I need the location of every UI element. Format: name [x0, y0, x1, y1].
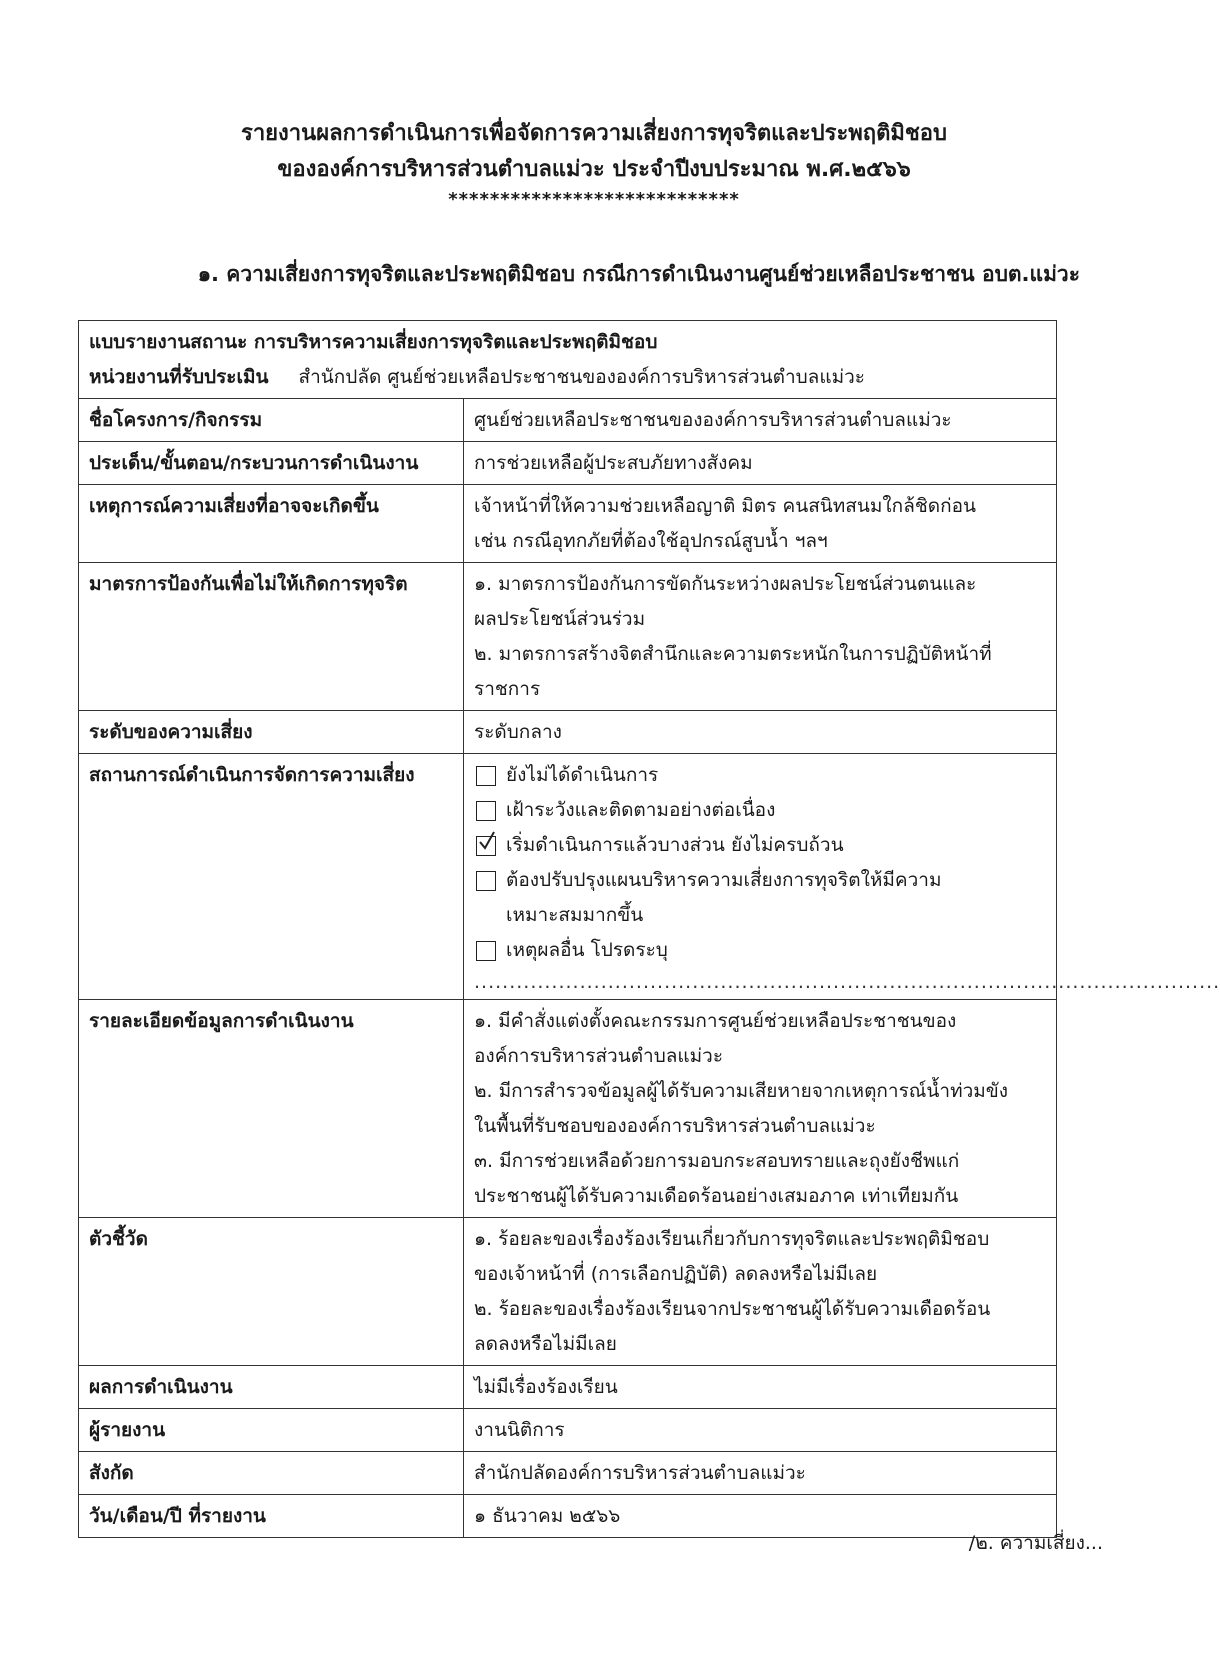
section-heading: ๑. ความเสี่ยงการทุจริตและประพฤติมิชอบ กรณีการดำเนินงานศูนย์ช่วยเหลือประชาชน อบต.แม่วะ — [197, 262, 1080, 286]
level-value: ระดับกลาง — [464, 711, 1057, 754]
table-row — [79, 1000, 1057, 1218]
checkbox-unchecked-icon — [476, 766, 496, 786]
status-option: ยังไม่ได้ดำเนินการ — [474, 758, 1046, 793]
indicator-value: ๑. ร้อยละของเรื่องร้องเรียนเกี่ยวกับการทุจริตและประพฤติมิชอบ ของเจ้าหน้าที่ (การเลือกปฏิบัติ) ลดลงหรือไม่มีเลย ๒. ร้อยละของเรื่องร้องเรียนจากประชาชนผู้ได้รับความเดือดร้อน ลดลงหรือไม่มีเลย — [464, 1218, 1057, 1366]
measures-label: มาตรการป้องกันเพื่อไม่ให้เกิดการทุจริต — [79, 563, 464, 711]
date-value: ๑ ธันวาคม ๒๕๖๖ — [464, 1495, 1057, 1538]
checkbox-checked-icon — [476, 836, 496, 856]
continuation-note: /๒. ความเสี่ยง... — [968, 1532, 1103, 1554]
table-row — [79, 442, 1057, 485]
details-label: รายละเอียดข้อมูลการดำเนินงาน — [79, 1000, 464, 1218]
measures-value: ๑. มาตรการป้องกันการขัดกันระหว่างผลประโยชน์ส่วนตนและ ผลประโยชน์ส่วนร่วม ๒. มาตรการสร้างจิตสำนึกและความตระหนักในการปฏิบัติหน้าที่ ราชการ — [464, 563, 1057, 711]
project-label: ชื่อโครงการ/กิจกรรม — [79, 399, 464, 442]
risk-event-label: เหตุการณ์ความเสี่ยงที่อาจจะเกิดขึ้น — [79, 485, 464, 563]
table-row — [79, 711, 1057, 754]
unit-label: หน่วยงานที่รับประเมิน — [89, 366, 269, 388]
table-header-row — [79, 321, 1057, 399]
affiliation-label: สังกัด — [79, 1452, 464, 1495]
form-title: แบบรายงานสถานะ การบริหารความเสี่ยงการทุจริตและประพฤติมิชอบ — [89, 331, 658, 353]
checkbox-unchecked-icon — [476, 941, 496, 961]
status-label: สถานการณ์ดำเนินการจัดการความเสี่ยง — [79, 754, 464, 1000]
title-line-2: ขององค์การบริหารส่วนตำบลแม่วะ ประจำปีงบประมาณ พ.ศ.๒๕๖๖ — [277, 157, 911, 182]
process-value: การช่วยเหลือผู้ประสบภัยทางสังคม — [464, 442, 1057, 485]
reporter-label: ผู้รายงาน — [79, 1409, 464, 1452]
table-row — [79, 754, 1057, 1000]
table-row — [79, 399, 1057, 442]
level-label: ระดับของความเสี่ยง — [79, 711, 464, 754]
status-option: ต้องปรับปรุงแผนบริหารความเสี่ยงการทุจริตให้มีความ เหมาะสมมากขึ้น — [474, 863, 1046, 933]
status-option: เริ่มดำเนินการแล้วบางส่วน ยังไม่ครบถ้วน — [474, 828, 1046, 863]
result-value: ไม่มีเรื่องร้องเรียน — [464, 1366, 1057, 1409]
reporter-value: งานนิติการ — [464, 1409, 1057, 1452]
project-value: ศูนย์ช่วยเหลือประชาชนขององค์การบริหารส่วนตำบลแม่วะ — [464, 399, 1057, 442]
result-label: ผลการดำเนินงาน — [79, 1366, 464, 1409]
status-option: เหตุผลอื่น โปรดระบุ — [474, 933, 1046, 968]
checkbox-unchecked-icon — [476, 801, 496, 821]
table-row — [79, 1452, 1057, 1495]
document-title — [0, 116, 1188, 210]
risk-event-value: เจ้าหน้าที่ให้ความช่วยเหลือญาติ มิตร คนสนิทสนมใกล้ชิดก่อน เช่น กรณีอุทกภัยที่ต้องใช้อุปกรณ์สูบน้ำ ฯลฯ — [464, 485, 1057, 563]
fill-in-dotted-line: .......................................................................................................... — [474, 971, 1220, 993]
table-row — [79, 1366, 1057, 1409]
title-separator: **************************** — [448, 189, 740, 210]
status-options — [464, 754, 1220, 1000]
title-line-1: รายงานผลการดำเนินการเพื่อจัดการความเสี่ยงการทุจริตและประพฤติมิชอบ — [241, 121, 947, 146]
status-option: เฝ้าระวังและติดตามอย่างต่อเนื่อง — [474, 793, 1046, 828]
affiliation-value: สำนักปลัดองค์การบริหารส่วนตำบลแม่วะ — [464, 1452, 1057, 1495]
checkbox-unchecked-icon — [476, 871, 496, 891]
risk-report-table — [78, 320, 1220, 1538]
table-row — [79, 1409, 1057, 1452]
table-row — [79, 1218, 1057, 1366]
table-row — [79, 485, 1057, 563]
unit-value: สำนักปลัด ศูนย์ช่วยเหลือประชาชนขององค์การบริหารส่วนตำบลแม่วะ — [298, 366, 865, 388]
table-row — [79, 563, 1057, 711]
process-label: ประเด็น/ขั้นตอน/กระบวนการดำเนินงาน — [79, 442, 464, 485]
date-label: วัน/เดือน/ปี ที่รายงาน — [79, 1495, 464, 1538]
details-value: ๑. มีคำสั่งแต่งตั้งคณะกรรมการศูนย์ช่วยเหลือประชาชนของ องค์การบริหารส่วนตำบลแม่วะ ๒. มีการสำรวจข้อมูลผู้ได้รับความเสียหายจากเหตุการณ์น้ำท่วมขัง ในพื้นที่รับชอบขององค์การบริหารส่วนตำบลแม่วะ ๓. มีการช่วยเหลือด้วยการมอบกระสอบทรายและถุงยังชีพแก่ ประชาชนผู้ได้รับความเดือดร้อนอย่างเสมอภาค เท่าเทียมกัน — [464, 1000, 1057, 1218]
indicator-label: ตัวชี้วัด — [79, 1218, 464, 1366]
